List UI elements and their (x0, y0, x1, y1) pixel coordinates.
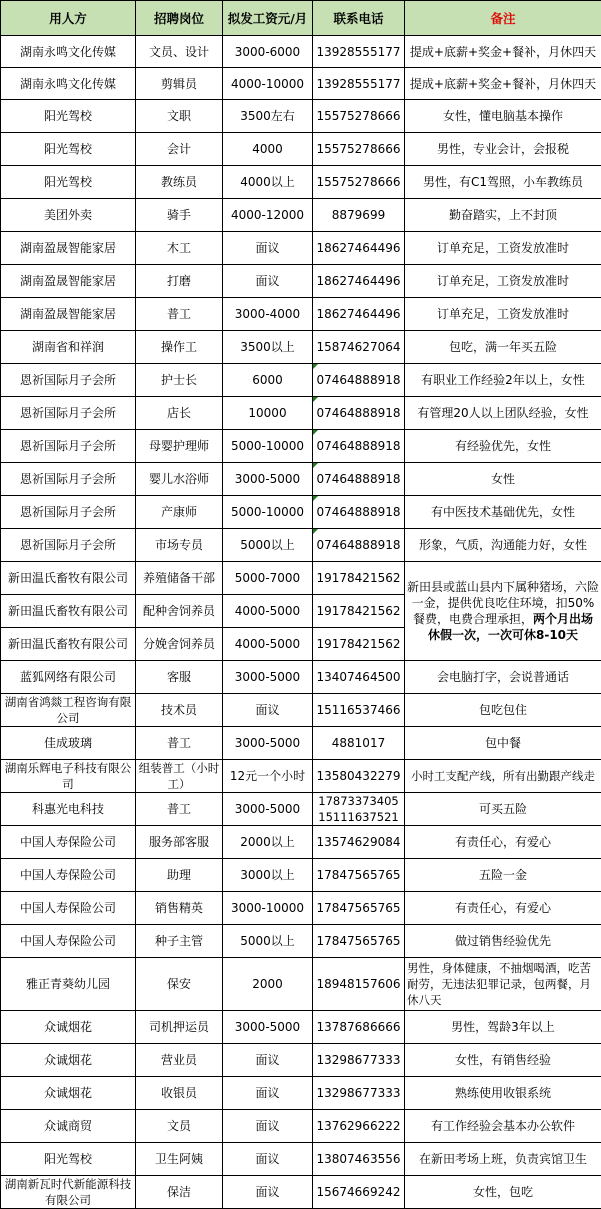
phone-cell: 15874627064 (313, 331, 405, 364)
remark-cell: 女性 (405, 463, 601, 496)
salary-cell: 5000-10000 (223, 430, 313, 463)
header-phone: 联系电话 (313, 1, 405, 36)
table-row (1, 430, 601, 463)
phone-line-1: 17873373405 (315, 793, 402, 809)
remark-cell-merged (405, 562, 601, 661)
position-cell: 木工 (136, 232, 223, 265)
phone-cell: 07464888918 (313, 364, 405, 397)
table-row (1, 298, 601, 331)
remark-cell: 小时工支配产线，所有出勤跟产线走 (405, 760, 601, 793)
remark-cell: 女性，有销售经验 (405, 1044, 601, 1077)
employer-cell: 美团外卖 (1, 199, 136, 232)
table-row (1, 166, 601, 199)
remark-cell: 会电脑打字，会说普通话 (405, 661, 601, 694)
position-cell: 卫生阿姨 (136, 1143, 223, 1176)
phone-cell: 19178421562 (313, 595, 405, 628)
employer-cell: 众诚烟花 (1, 1077, 136, 1110)
phone-cell: 13298677333 (313, 1077, 405, 1110)
phone-cell: 13787686666 (313, 1011, 405, 1044)
position-cell: 剪辑员 (136, 68, 223, 100)
table-row (1, 1011, 601, 1044)
phone-cell: 13298677333 (313, 1044, 405, 1077)
table-row (1, 661, 601, 694)
employer-cell: 湖南省和祥润 (1, 331, 136, 364)
phone-cell: 17847565765 (313, 859, 405, 892)
phone-cell: 15575278666 (313, 166, 405, 199)
position-cell: 打磨 (136, 265, 223, 298)
position-cell: 会计 (136, 133, 223, 166)
employer-cell: 湖南省鸿燚工程咨询有限公司 (1, 694, 136, 727)
employer-cell: 阳光驾校 (1, 100, 136, 133)
salary-cell: 面议 (223, 1110, 313, 1143)
salary-cell: 5000以上 (223, 925, 313, 958)
salary-cell: 6000 (223, 364, 313, 397)
remark-cell: 男性，身体健康，不抽烟喝酒，吃苦耐劳，无违法犯罪记录，包两餐，月休八天 (405, 958, 601, 1011)
employer-cell: 众诚烟花 (1, 1011, 136, 1044)
position-cell: 骑手 (136, 199, 223, 232)
salary-cell: 面议 (223, 1044, 313, 1077)
employer-cell: 湖南盈晟智能家居 (1, 232, 136, 265)
table-row (1, 496, 601, 529)
table-row (1, 100, 601, 133)
phone-cell: 13928555177 (313, 36, 405, 68)
employer-cell: 恩祈国际月子会所 (1, 430, 136, 463)
position-cell: 母婴护理师 (136, 430, 223, 463)
salary-cell: 3000-5000 (223, 463, 313, 496)
salary-cell: 10000 (223, 397, 313, 430)
phone-cell: 18627464496 (313, 265, 405, 298)
employer-cell: 中国人寿保险公司 (1, 892, 136, 925)
salary-cell: 12元一个小时 (223, 760, 313, 793)
table-row (1, 727, 601, 760)
header-row (1, 1, 601, 36)
employer-cell: 中国人寿保险公司 (1, 826, 136, 859)
remark-text: 新田县或蓝山县内下属种猪场，六险一金，提供优良吃住环境，扣50%餐费，电费合理承担， (407, 580, 599, 626)
position-cell: 教练员 (136, 166, 223, 199)
employer-cell: 新田温氏畜牧有限公司 (1, 562, 136, 595)
position-cell: 普工 (136, 727, 223, 760)
table-row (1, 68, 601, 100)
table-row (1, 331, 601, 364)
phone-cell: 13807463556 (313, 1143, 405, 1176)
salary-cell: 4000-12000 (223, 199, 313, 232)
remark-cell: 有管理20人以上团队经验，女性 (405, 397, 601, 430)
employer-cell: 科惠光电科技 (1, 793, 136, 826)
salary-cell: 3000以上 (223, 859, 313, 892)
salary-cell: 3000-5000 (223, 1011, 313, 1044)
phone-cell: 07464888918 (313, 397, 405, 430)
position-cell: 司机押运员 (136, 1011, 223, 1044)
table-body (1, 36, 601, 1209)
position-cell: 产康师 (136, 496, 223, 529)
phone-cell: 15575278666 (313, 100, 405, 133)
employer-cell: 阳光驾校 (1, 1143, 136, 1176)
remark-cell: 形象，气质，沟通能力好，女性 (405, 529, 601, 562)
salary-cell: 2000 (223, 958, 313, 1011)
position-cell: 文员 (136, 1110, 223, 1143)
salary-cell: 5000-7000 (223, 562, 313, 595)
remark-cell: 熟练使用收银系统 (405, 1077, 601, 1110)
position-cell: 普工 (136, 793, 223, 826)
salary-cell: 5000以上 (223, 529, 313, 562)
salary-cell: 5000-10000 (223, 496, 313, 529)
position-cell: 操作工 (136, 331, 223, 364)
header-remark: 备注 (405, 1, 601, 36)
salary-cell: 4000以上 (223, 166, 313, 199)
position-cell: 保洁 (136, 1176, 223, 1209)
salary-cell: 面议 (223, 232, 313, 265)
position-cell: 服务部客服 (136, 826, 223, 859)
position-cell: 普工 (136, 298, 223, 331)
employer-cell: 湖南盈晟智能家居 (1, 298, 136, 331)
remark-cell: 有工作经验会基本办公软件 (405, 1110, 601, 1143)
table-row (1, 397, 601, 430)
salary-cell: 4000-5000 (223, 628, 313, 661)
salary-cell: 2000以上 (223, 826, 313, 859)
phone-cell: 19178421562 (313, 628, 405, 661)
table-row (1, 958, 601, 1011)
remark-cell: 包吃，满一年买五险 (405, 331, 601, 364)
position-cell: 配种舍饲养员 (136, 595, 223, 628)
position-cell: 销售精英 (136, 892, 223, 925)
remark-cell: 有经验优先，女性 (405, 430, 601, 463)
table-row (1, 36, 601, 68)
remark-cell: 男性，专业会计，会报税 (405, 133, 601, 166)
remark-cell: 女性，包吃 (405, 1176, 601, 1209)
remark-cell: 勤奋踏实，上不封顶 (405, 199, 601, 232)
phone-cell: 15674669242 (313, 1176, 405, 1209)
remark-cell: 提成+底薪+奖金+餐补，月休四天 (405, 36, 601, 68)
salary-cell: 面议 (223, 1143, 313, 1176)
employer-cell: 中国人寿保险公司 (1, 859, 136, 892)
phone-cell: 13574629084 (313, 826, 405, 859)
remark-cell: 订单充足，工资发放准时 (405, 232, 601, 265)
phone-cell: 18948157606 (313, 958, 405, 1011)
employer-cell: 恩祈国际月子会所 (1, 529, 136, 562)
employer-cell: 雅正青葵幼儿园 (1, 958, 136, 1011)
remark-text-bold: 两个月出场休假一次，一次可休8-10天 (428, 612, 593, 642)
salary-cell: 3000-10000 (223, 892, 313, 925)
remark-cell: 可买五险 (405, 793, 601, 826)
employer-cell: 恩祈国际月子会所 (1, 463, 136, 496)
phone-cell: 17847565765 (313, 925, 405, 958)
table-row (1, 1077, 601, 1110)
table-row (1, 232, 601, 265)
employer-cell: 阳光驾校 (1, 166, 136, 199)
phone-cell: 07464888918 (313, 529, 405, 562)
remark-cell: 做过销售经验优先 (405, 925, 601, 958)
position-cell: 养殖储备干部 (136, 562, 223, 595)
phone-line-2: 15111637521 (315, 809, 402, 825)
position-cell: 客服 (136, 661, 223, 694)
table-row (1, 133, 601, 166)
employer-cell: 恩祈国际月子会所 (1, 397, 136, 430)
position-cell: 技术员 (136, 694, 223, 727)
table-row (1, 925, 601, 958)
position-cell: 文职 (136, 100, 223, 133)
phone-cell: 18627464496 (313, 232, 405, 265)
table-row (1, 892, 601, 925)
employer-cell: 新田温氏畜牧有限公司 (1, 595, 136, 628)
remark-cell: 提成+底薪+奖金+餐补，月休四天 (405, 68, 601, 100)
header-salary: 拟发工资元/月 (223, 1, 313, 36)
phone-cell: 15116537466 (313, 694, 405, 727)
remark-cell: 五险一金 (405, 859, 601, 892)
table-row (1, 1143, 601, 1176)
employer-cell: 恩祈国际月子会所 (1, 364, 136, 397)
remark-cell: 男性，有C1驾照，小车教练员 (405, 166, 601, 199)
phone-cell (313, 793, 405, 826)
position-cell: 组装普工（小时工） (136, 760, 223, 793)
phone-cell: 18627464496 (313, 298, 405, 331)
remark-cell: 在新田考场上班，负责宾馆卫生 (405, 1143, 601, 1176)
position-cell: 店长 (136, 397, 223, 430)
position-cell: 婴儿水浴师 (136, 463, 223, 496)
salary-cell: 面议 (223, 1176, 313, 1209)
table-row (1, 199, 601, 232)
phone-cell: 17847565765 (313, 892, 405, 925)
position-cell: 收银员 (136, 1077, 223, 1110)
table-row (1, 1176, 601, 1209)
position-cell: 保安 (136, 958, 223, 1011)
table-row (1, 694, 601, 727)
position-cell: 护士长 (136, 364, 223, 397)
position-cell: 市场专员 (136, 529, 223, 562)
employer-cell: 湖南新瓦时代新能源科技有限公司 (1, 1176, 136, 1209)
employer-cell: 湖南永鸣文化传媒 (1, 36, 136, 68)
table-row (1, 793, 601, 826)
position-cell: 分娩舍饲养员 (136, 628, 223, 661)
position-cell: 营业员 (136, 1044, 223, 1077)
position-cell: 种子主管 (136, 925, 223, 958)
salary-cell: 面议 (223, 694, 313, 727)
salary-cell: 3500以上 (223, 331, 313, 364)
table-row (1, 364, 601, 397)
table-row (1, 265, 601, 298)
phone-cell: 19178421562 (313, 562, 405, 595)
salary-cell: 3500左右 (223, 100, 313, 133)
salary-cell: 面议 (223, 1077, 313, 1110)
remark-cell: 包中餐 (405, 727, 601, 760)
employer-cell: 佳成玻璃 (1, 727, 136, 760)
table-row (1, 859, 601, 892)
position-cell: 助理 (136, 859, 223, 892)
phone-cell: 13407464500 (313, 661, 405, 694)
table-row (1, 1044, 601, 1077)
salary-cell: 面议 (223, 265, 313, 298)
table-row (1, 826, 601, 859)
position-cell: 文员、设计 (136, 36, 223, 68)
employer-cell: 湖南永鸣文化传媒 (1, 68, 136, 100)
employer-cell: 恩祈国际月子会所 (1, 496, 136, 529)
table-row (1, 760, 601, 793)
header-employer: 用人方 (1, 1, 136, 36)
table-row (1, 529, 601, 562)
employer-cell: 众诚商贸 (1, 1110, 136, 1143)
employer-cell: 阳光驾校 (1, 133, 136, 166)
employer-cell: 新田温氏畜牧有限公司 (1, 628, 136, 661)
header-position: 招聘岗位 (136, 1, 223, 36)
employer-cell: 众诚烟花 (1, 1044, 136, 1077)
phone-cell: 13928555177 (313, 68, 405, 100)
salary-cell: 4000 (223, 133, 313, 166)
remark-cell: 男性，驾龄3年以上 (405, 1011, 601, 1044)
salary-cell: 3000-4000 (223, 298, 313, 331)
remark-cell: 有职业工作经验2年以上，女性 (405, 364, 601, 397)
phone-cell: 07464888918 (313, 463, 405, 496)
phone-cell: 15575278666 (313, 133, 405, 166)
salary-cell: 4000-10000 (223, 68, 313, 100)
table-row (1, 1110, 601, 1143)
remark-cell: 女性，懂电脑基本操作 (405, 100, 601, 133)
salary-cell: 3000-5000 (223, 661, 313, 694)
table-row (1, 463, 601, 496)
phone-cell: 4881017 (313, 727, 405, 760)
employer-cell: 湖南盈晟智能家居 (1, 265, 136, 298)
phone-cell: 13580432279 (313, 760, 405, 793)
remark-cell: 有责任心，有爱心 (405, 892, 601, 925)
employer-cell: 蓝狐网络有限公司 (1, 661, 136, 694)
employer-cell: 湖南乐辉电子科技有限公司 (1, 760, 136, 793)
remark-cell: 有中医技术基础优先，女性 (405, 496, 601, 529)
salary-cell: 3000-6000 (223, 36, 313, 68)
remark-cell: 订单充足，工资发放准时 (405, 298, 601, 331)
remark-cell: 有责任心，有爱心 (405, 826, 601, 859)
salary-cell: 3000-5000 (223, 793, 313, 826)
table-row (1, 562, 601, 595)
phone-cell: 8879699 (313, 199, 405, 232)
salary-cell: 4000-5000 (223, 595, 313, 628)
phone-cell: 07464888918 (313, 430, 405, 463)
phone-cell: 13762966222 (313, 1110, 405, 1143)
employer-cell: 中国人寿保险公司 (1, 925, 136, 958)
remark-cell: 订单充足，工资发放准时 (405, 265, 601, 298)
phone-cell: 07464888918 (313, 496, 405, 529)
salary-cell: 3000-5000 (223, 727, 313, 760)
remark-cell: 包吃包住 (405, 694, 601, 727)
